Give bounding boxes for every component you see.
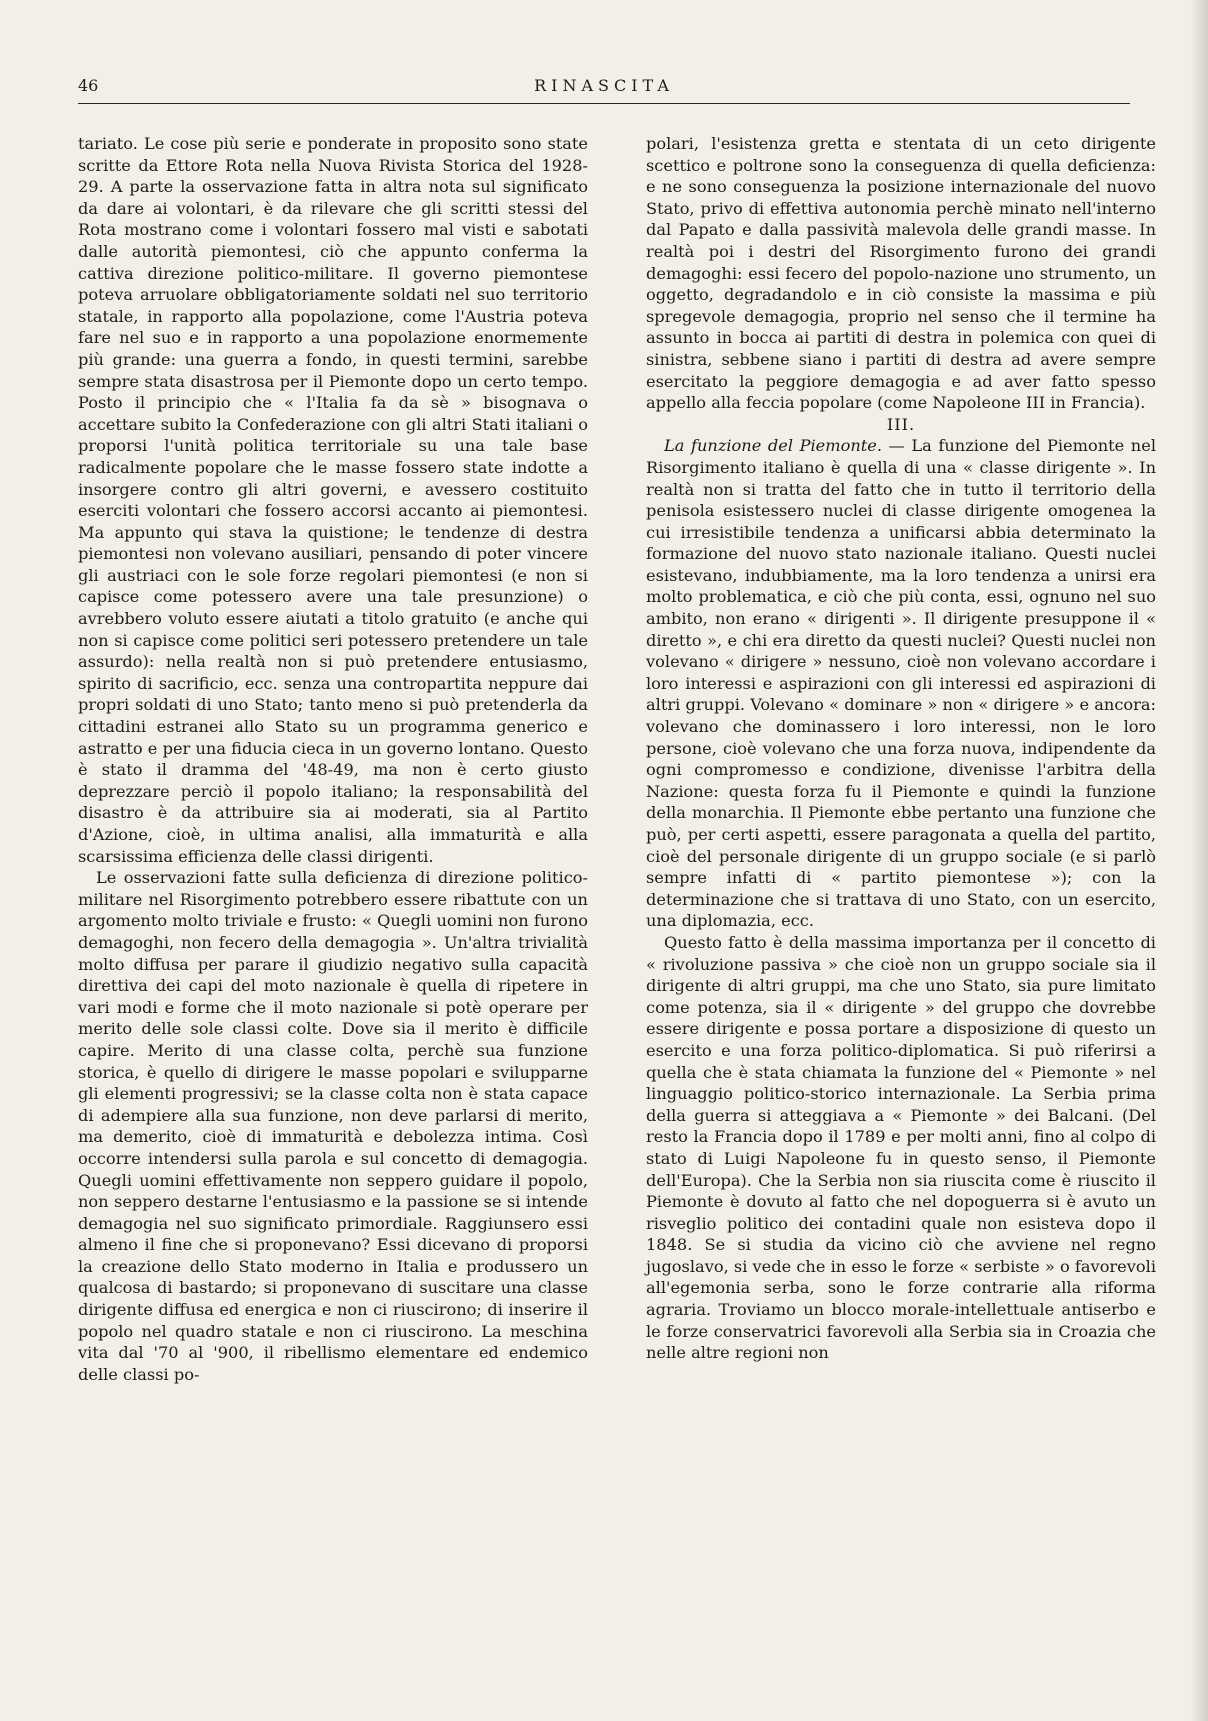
paragraph: Le osservazioni fatte sulla deficienza di direzione politico-militare nel Risorgimento potrebbero essere ribattute con un argomento molto triviale e frusto: « Quegli uomini non furono demagoghi, non fecero della demagogia ». Un'altra trivialità molto diffusa per parare il giudizio negativo sulla capacità direttiva dei capi del moto nazionale è quella di ripetere in vari modi e forme che il moto nazionale si potè operare per merito delle sole classi colte. Dove sia il merito è difficile capire. Merito di una classe colta, perchè sua funzione storica, è quello di dirigere le masse popolari e svilupparne gli elementi progressivi; se la classe colta non è stata capace di adempiere alla sua funzione, non deve parlarsi di merito, ma demerito, cioè di immaturità e debolezza intima. Così occorre intendersi sulla parola e sul concetto di demagogia. Quegli uomini effettivamente non seppero guidare il popolo, non seppero destarne l'entusiasmo e la passione se si intende demagogia nel suo significato primordiale. Raggiunsero essi almeno il fine che si proponevano? Essi dicevano di proporsi la creazione dello Stato moderno in Italia e produssero un qualcosa di bastardo; si proponevano di suscitare una classe dirigente diffusa ed energica e non ci riuscirono; di inserire il popolo nel quadro statale e non ci riuscirono. La meschina vita dal '70 al '900, il ribellismo elementare ed endemico delle classi po- xyxy=(78,868,588,1384)
section-heading: III. xyxy=(886,414,916,434)
page-edge-shadow xyxy=(1190,0,1208,1721)
paragraph: tariato. Le cose più serie e ponderate in proposito sono state scritte da Ettore Rota nella Nuova Rivista Storica del 1928-29. A parte la osservazione fatta in altra nota sul significato da dare ai volontari, è da rilevare che gli scritti stessi del Rota mostrano come i volontari fossero mal visti e sabotati dalle autorità piemontesi, ciò che appunto conferma la cattiva direzione politico-militare. Il governo piemontese poteva arruolare obbligatoriamente soldati nel suo territorio statale, in rapporto alla popolazione, come l'Austria poteva fare nel suo e in rapporto a una popolazione enormemente più grande: una guerra a fondo, in questi termini, sarebbe sempre stata disastrosa per il Piemonte dopo un certo tempo. Posto il principio che « l'Italia fa da sè » bisognava o accettare subito la Confederazione con gli altri Stati italiani o proporsi l'unità politica territoriale su una tale base radicalmente popolare che le masse fossero state indotte a insorgere contro gli altri governi, e avessero costituito eserciti volontari che fossero accorsi accanto ai piemontesi. Ma appunto qui stava la quistione; le tendenze di destra piemontesi non volevano ausiliari, pensando di poter vincere gli austriaci con le sole forze regolari piemontesi (e non si capisce come potessero avere una tale presunzione) o avrebbero voluto essere aiutati a titolo gratuito (e anche qui non si capisce come politici seri potessero pretendere un tale assurdo): nella realtà non si può pretendere entusiasmo, spirito di sacrificio, ecc. senza una contropartita neppure dai propri soldati di uno Stato; tanto meno si può pretenderla da cittadini estranei allo Stato su un programma generico e astratto e per una fiducia cieca in un governo lontano. Questo è stato il dramma del '48-49, ma non è certo giusto deprezzare perciò il popolo italiano; la responsabilità del disastro è da attribuire sia ai moderati, sia al Partito d'Azione, cioè, in ultima analisi, alla immaturità e alla scarsissima efficienza delle classi dirigenti. xyxy=(78,134,588,866)
paragraph: polari, l'esistenza gretta e stentata di un ceto dirigente scettico e poltrone sono la conseguenza di quella deficienza: e ne sono conseguenza la posizione internazionale del nuovo Stato, privo di effettiva autonomia perchè minato nell'interno dal Papato e dalla passività malevola delle grandi masse. In realtà poi i destri del Risorgimento furono dei grandi demagoghi: essi fecero del popolo-nazione uno strumento, un oggetto, degradandolo e in ciò consiste la massima e più spregevole demagogia, proprio nel senso che il termine ha assunto in bocca ai partiti di destra in polemica con quei di sinistra, sebbene siano i partiti di destra ad avere sempre esercitato la peggiore demagogia e ad aver fatto spesso appello alla feccia popolare (come Napoleone III in Francia). xyxy=(646,134,1156,413)
page-number: 46 xyxy=(78,76,99,95)
paragraph: Questo fatto è della massima importanza per il concetto di « rivoluzione passiva » che cioè non un gruppo sociale sia il dirigente di altri gruppi, ma che uno Stato, sia pure limitato come potenza, sia il « dirigente » del gruppo che dovrebbe essere dirigente e possa portare a disposizione di questo un esercito e una forza politico-diplomatica. Si può riferirsi a quella che è stata chiamata la funzione del « Piemonte » nel linguaggio politico-storico internazionale. La Serbia prima della guerra si atteggiava a « Piemonte » dei Balcani. (Del resto la Francia dopo il 1789 e per molti anni, fino al colpo di stato di Luigi Napoleone fu in questo senso, il Piemonte dell'Europa). Che la Serbia non sia riuscita come è riuscito il Piemonte è dovuto al fatto che nel dopoguerra si è avuto un risveglio politico dei contadini quale non esisteva dopo il 1848. Se si studia da vicino ciò che avviene nel regno jugoslavo, si vede che in esso le forze « serbiste » o favorevoli all'egemonia serba, sono le forze contrarie alla riforma agraria. Troviamo un blocco morale-intellettuale antiserbo e le forze conservatrici favorevoli alla Serbia sia in Croazia che nelle altre regioni non xyxy=(646,932,1156,1363)
page-header xyxy=(78,72,1130,112)
paragraph-title: La funzione del Piemonte. xyxy=(664,436,882,456)
running-head: RINASCITA xyxy=(534,76,674,95)
paragraph xyxy=(646,435,1156,932)
header-rule xyxy=(78,103,1130,104)
paragraph-body: — La funzione del Piemonte nel Risorgimento italiano è quella di una « classe dirigente ». In realtà non si tratta del fatto che in tutto il territorio della penisola esistessero nuclei di classe dirigente omogenea la cui irresistibile tendenza a unificarsi abbia determinato la formazione del nuovo stato nazionale italiano. Questi nuclei esistevano, indubbiamente, ma la loro tendenza a unirsi era molto problematica, e ciò che più conta, essi, ognuno nel suo ambito, non erano « dirigenti ». Il dirigente presuppone il « diretto », e chi era diretto da questi nuclei? Questi nuclei non volevano « dirigere » nessuno, cioè non volevano accordare i loro interessi e aspirazioni con gli interessi ed aspirazioni di altri gruppi. Volevano « dominare » non « dirigere » e ancora: volevano che dominassero i loro interessi, non le loro persone, cioè volevano che una forza nuova, indipendente da ogni compromesso e condizione, divenisse l'arbitra della Nazione: questa forza fu il Piemonte e quindi la funzione della monarchia. Il Piemonte ebbe pertanto una funzione che può, per certi aspetti, essere paragonata a quella del partito, cioè del personale dirigente di un gruppo sociale (e si parlò sempre infatti di « partito piemontese »); con la determinazione che si trattava di uno Stato, con un esercito, una diplomazia, ecc. xyxy=(646,436,1156,931)
right-column xyxy=(646,133,1156,1364)
left-column xyxy=(78,133,588,1385)
